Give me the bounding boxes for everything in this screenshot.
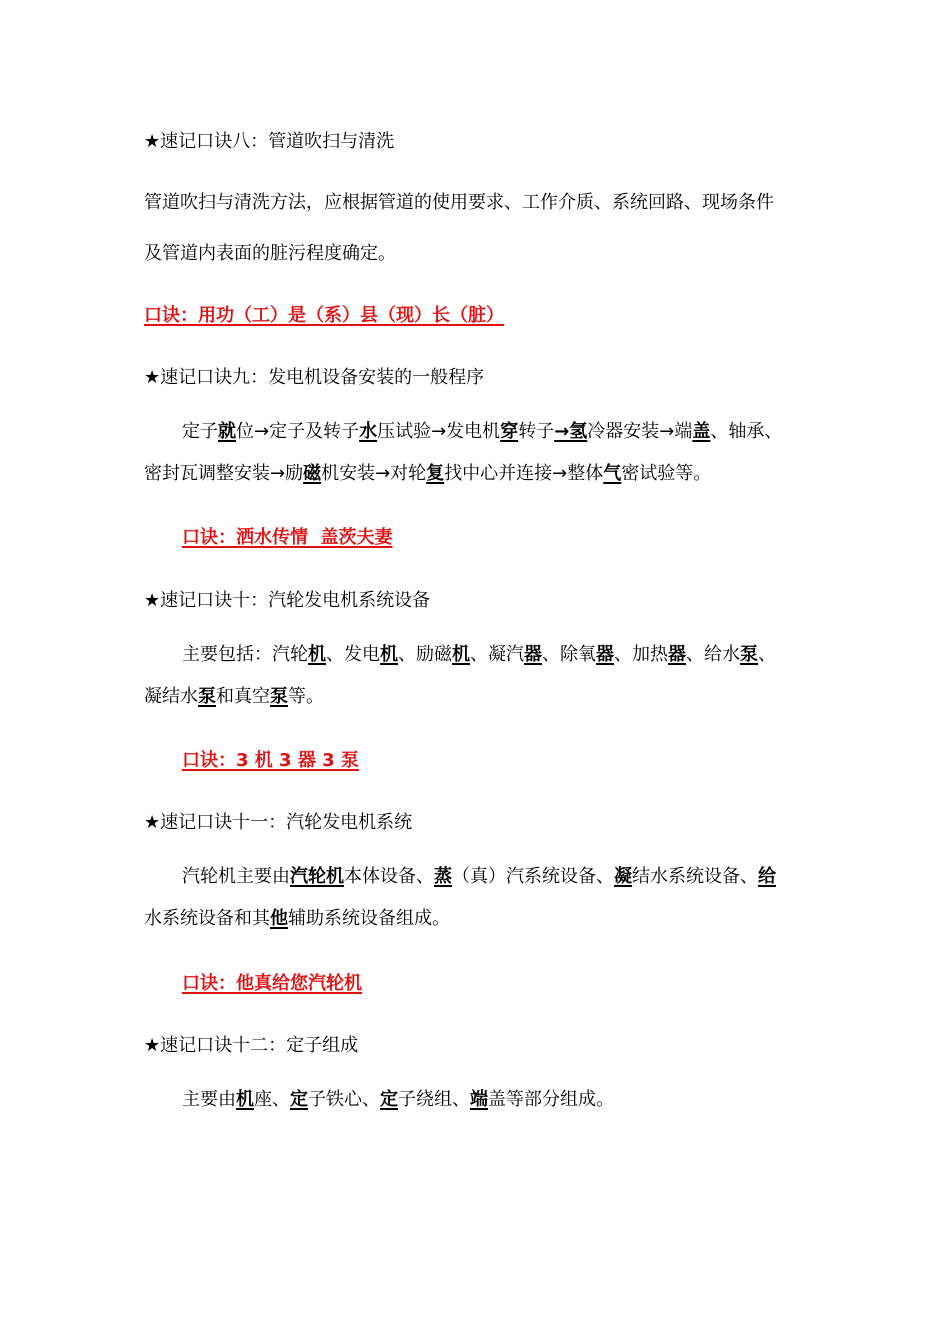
key-char: 端 [470, 1089, 488, 1110]
key-char: 凝 [614, 866, 632, 887]
key-char: 泵 [198, 686, 216, 707]
section-body-9-line-2: 密封瓦调整安装→励磁机安装→对轮复找中心并连接→整体气密试验等。 [144, 463, 712, 484]
section-body-8-line-1: 管道吹扫与清洗方法，应根据管道的使用要求、工作介质、系统回路、现场条件 [144, 192, 774, 213]
section-body-11-line-1: 汽轮机主要由汽轮机本体设备、蒸（真）汽系统设备、凝结水系统设备、给 [182, 866, 776, 887]
key-char: 泵 [740, 644, 758, 665]
key-char: 他 [270, 908, 288, 929]
key-char: 就 [218, 421, 236, 442]
section-body-9-line-1: 定子就位→定子及转子水压试验→发电机穿转子→氢冷器安装→端盖、轴承、 [182, 421, 783, 442]
mnemonic-11 [182, 972, 362, 996]
section-heading-8: ★速记口诀八：管道吹扫与清洗 [144, 131, 395, 152]
key-char: 机 [236, 1089, 254, 1110]
key-char: 器 [668, 644, 686, 665]
section-heading-12: ★速记口诀十二：定子组成 [144, 1035, 359, 1056]
key-char: 定 [290, 1089, 308, 1110]
key-char: 机 [452, 644, 470, 665]
key-char: 机 [380, 644, 398, 665]
section-body-10-line-2: 凝结水泵和真空泵等。 [144, 686, 324, 707]
key-char: 水 [359, 421, 378, 442]
mnemonic-10 [182, 749, 359, 773]
key-char: 气 [603, 463, 622, 484]
key-char: 给 [758, 866, 776, 887]
key-char: →氢 [554, 421, 588, 442]
section-heading-9: ★速记口诀九：发电机设备安装的一般程序 [144, 367, 485, 388]
key-char: 器 [596, 644, 614, 665]
section-body-11-line-2: 水系统设备和其他辅助系统设备组成。 [144, 908, 450, 929]
key-char: 泵 [270, 686, 288, 707]
mnemonic-11-text: 口诀：他真给您汽轮机 [182, 973, 362, 994]
mnemonic-9 [182, 526, 393, 550]
mnemonic-8 [144, 304, 514, 328]
section-heading-11: ★速记口诀十一：汽轮发电机系统 [144, 812, 413, 833]
mnemonic-9-text: 口诀：洒水传情 盖茨夫妻 [182, 527, 393, 548]
key-char: 复 [426, 463, 445, 484]
section-heading-10: ★速记口诀十：汽轮发电机系统设备 [144, 590, 431, 611]
section-body-8-line-2: 及管道内表面的脏污程度确定。 [144, 243, 396, 264]
key-char: 定 [380, 1089, 398, 1110]
key-char: 汽轮机 [290, 866, 344, 887]
key-char: 机 [308, 644, 326, 665]
section-body-12-line-1: 主要由机座、定子铁心、定子绕组、端盖等部分组成。 [182, 1089, 614, 1110]
mnemonic-8-text: 口诀：用功（工）是（系）县（现）长（脏） [144, 305, 504, 326]
key-char: 盖 [692, 421, 711, 442]
key-char: 器 [524, 644, 542, 665]
key-char: 蒸 [434, 866, 452, 887]
key-char: 磁 [303, 463, 322, 484]
key-char: 穿 [500, 421, 519, 442]
mnemonic-10-text: 口诀：3 机 3 器 3 泵 [182, 750, 359, 771]
section-body-10-line-1: 主要包括：汽轮机、发电机、励磁机、凝汽器、除氧器、加热器、给水泵、 [182, 644, 776, 665]
